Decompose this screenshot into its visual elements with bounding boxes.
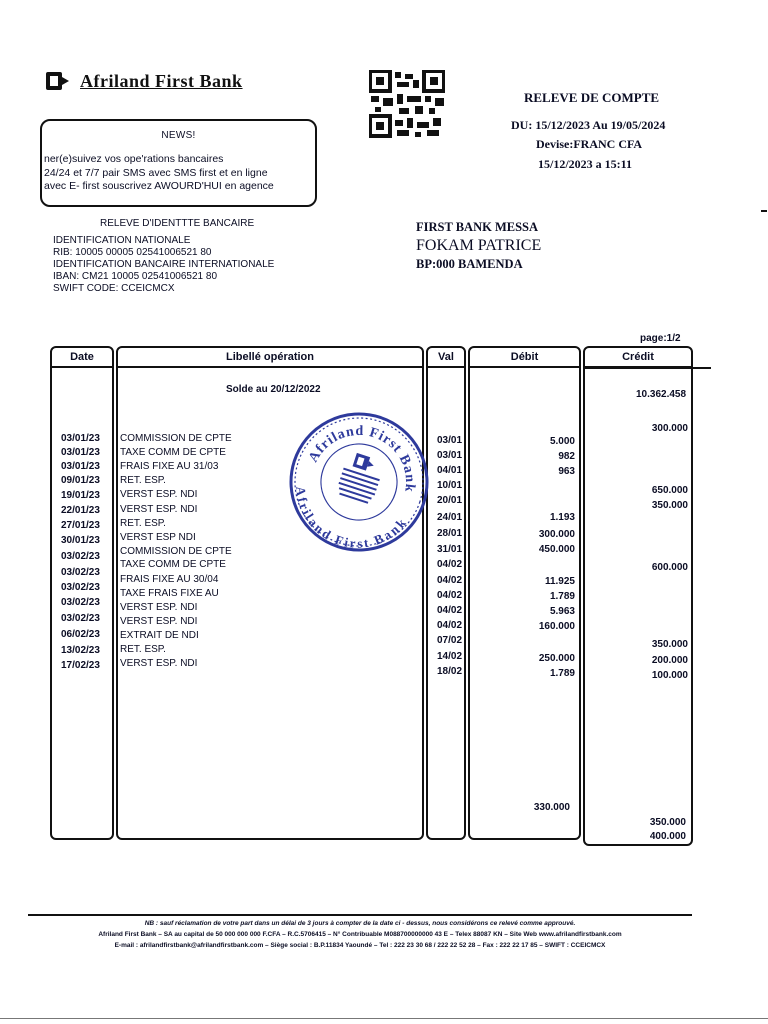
bank-name: Afriland First Bank	[80, 70, 243, 91]
row-credit: 350.000	[651, 500, 688, 511]
row-val: 28/01	[437, 528, 463, 539]
row-val: 10/01	[437, 480, 463, 491]
svg-text:Afriland First Bank	[284, 481, 411, 557]
row-date: 30/01/23	[61, 535, 100, 546]
rib-line: RIB: 10005 00005 02541006521 80	[53, 247, 212, 258]
row-val: 14/02	[437, 651, 463, 662]
row-debit: 450.000	[538, 544, 575, 555]
row-date: 03/01/23	[61, 433, 100, 444]
row-val: 31/01	[437, 544, 463, 555]
row-debit: 160.000	[538, 621, 575, 632]
bank-logo	[46, 70, 243, 92]
stamp-text-bottom: Afriland First Bank	[293, 485, 410, 551]
row-date: 19/01/23	[61, 490, 100, 501]
row-date: 22/01/23	[61, 505, 100, 516]
row-val: 04/02	[437, 559, 463, 570]
news-text	[44, 153, 316, 194]
row-label: VERST ESP. NDI	[120, 504, 198, 515]
row-debit: 11.925	[544, 576, 575, 587]
statement-currency: Devise:FRANC CFA	[536, 137, 643, 151]
rib-line: IDENTIFICATION NATIONALE	[53, 235, 191, 246]
bank-stamp	[284, 407, 434, 557]
row-debit: 5.000	[549, 436, 575, 447]
news-line: ner(e)suivez vos ope'rations bancaires	[44, 153, 224, 165]
row-label: RET. ESP.	[120, 518, 166, 529]
libelle-header: Libellé opération	[118, 348, 422, 368]
row-credit: 100.000	[651, 670, 688, 681]
row-val: 04/02	[437, 620, 463, 631]
footer-company: Afriland First Bank – SA au capital de 50 000 000 000 F.CFA – R.C.5706415 – N° Contribuable M088700000000 43 E – Telex 88087 KN – Site Web www.afrilandfirstbank.com	[98, 931, 622, 938]
row-date: 06/02/23	[61, 629, 100, 640]
footer-contact: E-mail : afrilandfirstbank@afrilandfirstbank.com – Siège social : B.P.11834 Yaoundé – Tel : 222 23 30 68 / 222 22 52 28 – Fax : 222 22 17 85 – SWIFT : CCEICMCX	[114, 942, 606, 949]
opening-balance-label: Solde au 20/12/2022	[226, 384, 321, 395]
debit-header: Débit	[470, 348, 579, 368]
statement-datetime: 15/12/2023 a 15:11	[538, 157, 633, 171]
footer-notice: NB : sauf réclamation de votre part dans un délai de 3 jours à compter de la date ci - dessus, nous considérons ce relevé comme approuvé.	[144, 920, 576, 927]
row-debit: 1.789	[549, 591, 575, 602]
row-val: 04/02	[437, 590, 463, 601]
rib-line: IBAN: CM21 10005 02541006521 80	[53, 271, 218, 282]
row-credit: 650.000	[651, 485, 688, 496]
row-debit: 982	[558, 451, 575, 462]
row-debit: 250.000	[538, 653, 575, 664]
opening-balance-value: 10.362.458	[636, 389, 687, 400]
qr-code-icon	[369, 70, 445, 138]
row-credit: 300.000	[651, 423, 688, 434]
row-debit: 1.789	[549, 668, 575, 679]
credit-header: Crédit	[585, 348, 691, 368]
row-label: EXTRAIT DE NDI	[120, 630, 199, 641]
edge-mark	[761, 210, 767, 212]
news-line: 24/24 et 7/7 pair SMS avec SMS first et en ligne	[44, 166, 268, 179]
row-label: TAXE COMM DE CPTE	[120, 447, 226, 458]
news-box	[40, 119, 317, 207]
row-label: TAXE COMM DE CPTE	[120, 559, 226, 570]
row-credit: 600.000	[651, 562, 688, 573]
row-label: RET. ESP.	[120, 644, 166, 655]
row-credit: 350.000	[651, 639, 688, 650]
news-line: avec E- first souscrivez AWOURD'HUI en agence	[44, 180, 274, 192]
statement-period: DU: 15/12/2023 Au 19/05/2024	[511, 118, 666, 132]
row-date: 03/01/23	[61, 461, 100, 472]
rib-line: IDENTIFICATION BANCAIRE INTERNATIONALE	[53, 259, 275, 270]
row-label: VERST ESP. NDI	[120, 602, 198, 613]
row-date: 03/02/23	[61, 582, 100, 593]
customer-branch: FIRST BANK MESSA	[416, 220, 539, 234]
row-debit: 5.963	[549, 606, 575, 617]
row-label: FRAIS FIXE AU 31/03	[120, 461, 219, 472]
bank-logo-icon	[46, 70, 74, 92]
row-label: TAXE FRAIS FIXE AU	[120, 588, 219, 599]
row-label: VERST ESP. NDI	[120, 658, 198, 669]
row-date: 03/02/23	[61, 551, 100, 562]
row-label: VERST ESP. NDI	[120, 616, 198, 627]
customer-name: FOKAM PATRICE	[416, 237, 542, 254]
row-date: 27/01/23	[61, 520, 100, 531]
row-val: 03/01	[437, 450, 463, 461]
row-val: 07/02	[437, 635, 463, 646]
footer	[28, 918, 692, 951]
statement-title: RELEVE DE COMPTE	[524, 90, 660, 105]
row-label: RET. ESP.	[120, 475, 166, 486]
row-debit: 963	[558, 466, 575, 477]
row-val: 20/01	[437, 495, 463, 506]
row-debit: 1.193	[549, 512, 575, 523]
row-date: 17/02/23	[61, 660, 100, 671]
total-credit: 400.000	[649, 831, 686, 842]
row-date: 03/01/23	[61, 447, 100, 458]
row-label: FRAIS FIXE AU 30/04	[120, 574, 219, 585]
total-credit: 350.000	[649, 817, 686, 828]
row-date: 03/02/23	[61, 597, 100, 608]
row-val: 04/02	[437, 575, 463, 586]
row-val: 18/02	[437, 666, 463, 677]
row-date: 03/02/23	[61, 613, 100, 624]
page-number: page:1/2	[640, 333, 681, 344]
stamp-text-top: Afriland First Bank	[306, 423, 418, 494]
row-date: 09/01/23	[61, 475, 100, 486]
val-header: Val	[428, 348, 464, 368]
footer-rule	[28, 914, 692, 916]
row-val: 04/01	[437, 465, 463, 476]
date-header: Date	[52, 348, 112, 368]
header-extension-line	[583, 367, 711, 369]
row-label: COMMISSION DE CPTE	[120, 546, 232, 557]
row-date: 03/02/23	[61, 567, 100, 578]
row-val: 04/02	[437, 605, 463, 616]
scan-edge-line	[0, 1018, 768, 1019]
customer-block	[416, 219, 541, 272]
row-label: COMMISSION DE CPTE	[120, 433, 232, 444]
customer-address: BP:000 BAMENDA	[416, 257, 523, 271]
row-credit: 200.000	[651, 655, 688, 666]
rib-line: SWIFT CODE: CCEICMCX	[53, 283, 175, 294]
credit-column	[583, 346, 693, 846]
rib-details	[53, 235, 274, 295]
row-val: 24/01	[437, 512, 463, 523]
row-label: VERST ESP. NDI	[120, 489, 198, 500]
row-val: 03/01	[437, 435, 463, 446]
rib-title: RELEVE D'IDENTTTE BANCAIRE	[100, 218, 255, 229]
news-title: NEWS!	[161, 130, 196, 141]
row-date: 13/02/23	[61, 645, 100, 656]
row-label: VERST ESP NDI	[120, 532, 196, 543]
total-debit: 330.000	[533, 802, 570, 813]
row-debit: 300.000	[538, 529, 575, 540]
